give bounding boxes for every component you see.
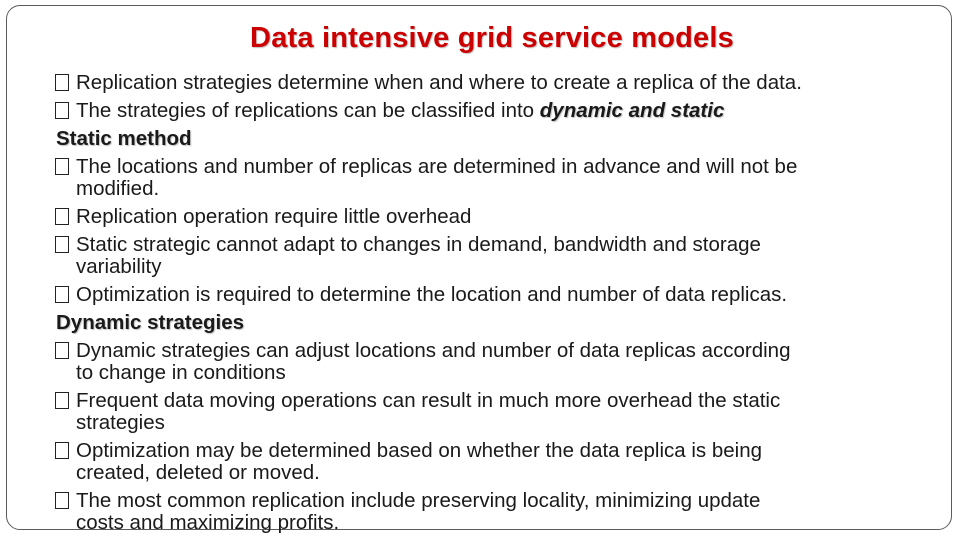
bullet-continuation: strategies xyxy=(76,411,165,434)
bullet-box-icon xyxy=(55,158,69,175)
bullet-text: Replication operation require little overhead xyxy=(76,205,472,228)
bullet-text: The locations and number of replicas are determined in advance and will not be xyxy=(76,155,798,178)
bullet-static-overhead xyxy=(50,204,940,229)
bullet-text: Optimization is required to determine the location and number of data replicas. xyxy=(76,283,788,306)
bullet-continuation: created, deleted or moved. xyxy=(76,461,320,484)
bullet-text: Dynamic strategies can adjust locations and number of data replicas according xyxy=(76,339,791,362)
bullet-box-icon xyxy=(55,342,69,359)
bullet-continuation: costs and maximizing profits. xyxy=(76,511,340,534)
bullet-text: The strategies of replications can be classified into xyxy=(76,99,540,122)
bullet-text: The most common replication include preserving locality, minimizing update xyxy=(76,489,761,512)
slide-title: Data intensive grid service models xyxy=(250,22,734,54)
bullet-replication-strategies xyxy=(50,70,940,95)
bullet-classification xyxy=(50,98,940,123)
bullet-text: Replication strategies determine when and where to create a replica of the data. xyxy=(76,71,802,94)
bullet-box-icon xyxy=(55,102,69,119)
bullet-box-icon xyxy=(55,208,69,225)
slide-content xyxy=(50,70,940,535)
bullet-static-optimization xyxy=(50,282,940,307)
bullet-box-icon xyxy=(55,74,69,91)
bullet-text: Frequent data moving operations can result in much more overhead the static xyxy=(76,389,781,412)
emphasis-dynamic-static: dynamic and static xyxy=(539,99,725,122)
bullet-text: Optimization may be determined based on whether the data replica is being xyxy=(76,439,763,462)
bullet-continuation: variability xyxy=(76,255,162,278)
bullet-box-icon xyxy=(55,392,69,409)
bullet-box-icon xyxy=(55,492,69,509)
bullet-continuation: modified. xyxy=(76,177,160,200)
heading-dynamic-strategies: Dynamic strategies xyxy=(56,311,245,334)
bullet-box-icon xyxy=(55,442,69,459)
bullet-continuation: to change in conditions xyxy=(76,361,286,384)
heading-static-method: Static method xyxy=(56,127,192,150)
bullet-box-icon xyxy=(55,286,69,303)
bullet-box-icon xyxy=(55,236,69,253)
bullet-text: Static strategic cannot adapt to changes in demand, bandwidth and storage xyxy=(76,233,761,256)
